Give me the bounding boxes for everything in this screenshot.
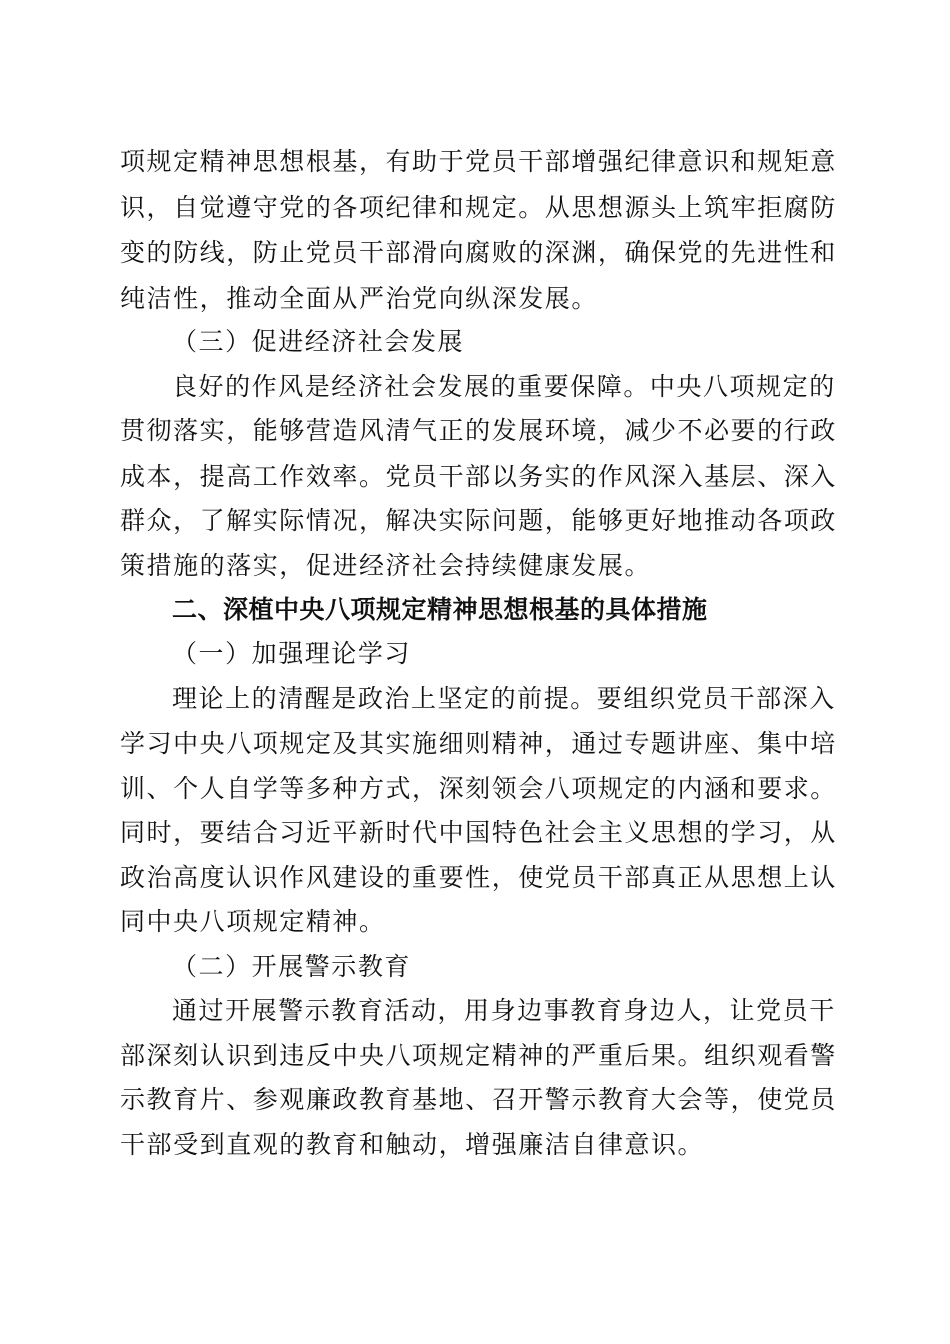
- section-subheading: （二）开展警示教育: [172, 952, 411, 981]
- paragraph-line: 同时，要结合习近平新时代中国特色社会主义思想的学习，从: [120, 818, 837, 847]
- paragraph-line: 纯洁性，推动全面从严治党向纵深发展。: [120, 284, 598, 313]
- paragraph-line: 项规定精神思想根基，有助于党员干部增强纪律意识和规矩意: [120, 147, 837, 176]
- paragraph-line: 部深刻认识到违反中央八项规定精神的严重后果。组织观看警: [120, 1041, 837, 1070]
- paragraph-line: 群众，了解实际情况，解决实际问题，能够更好地推动各项政: [120, 506, 837, 535]
- paragraph-line: 成本，提高工作效率。党员干部以务实的作风深入基层、深入: [120, 462, 837, 491]
- paragraph-line: 变的防线，防止党员干部滑向腐败的深渊，确保党的先进性和: [120, 238, 837, 267]
- section-heading: 二、深植中央八项规定精神思想根基的具体措施: [172, 595, 708, 624]
- section-subheading: （三）促进经济社会发展: [172, 327, 465, 356]
- paragraph-line: 训、个人自学等多种方式，深刻领会八项规定的内涵和要求。: [120, 774, 837, 803]
- section-subheading: （一）加强理论学习: [172, 639, 411, 668]
- paragraph-line: 示教育片、参观廉政教育基地、召开警示教育大会等，使党员: [120, 1085, 837, 1114]
- paragraph-line: 干部受到直观的教育和触动，增强廉洁自律意识。: [120, 1130, 705, 1159]
- paragraph-line: 贯彻落实，能够营造风清气正的发展环境，减少不必要的行政: [120, 416, 837, 445]
- paragraph-line: 良好的作风是经济社会发展的重要保障。中央八项规定的: [172, 372, 836, 401]
- paragraph-line: 通过开展警示教育活动，用身边事教育身边人，让党员干: [172, 996, 836, 1025]
- paragraph-line: 理论上的清醒是政治上坚定的前提。要组织党员干部深入: [172, 684, 836, 713]
- paragraph-line: 识，自觉遵守党的各项纪律和规定。从思想源头上筑牢拒腐防: [120, 193, 837, 222]
- paragraph-line: 政治高度认识作风建设的重要性，使党员干部真正从思想上认: [120, 863, 837, 892]
- paragraph-line: 学习中央八项规定及其实施细则精神，通过专题讲座、集中培: [120, 729, 837, 758]
- paragraph-line: 同中央八项规定精神。: [120, 907, 386, 936]
- paragraph-line: 策措施的落实，促进经济社会持续健康发展。: [120, 551, 652, 580]
